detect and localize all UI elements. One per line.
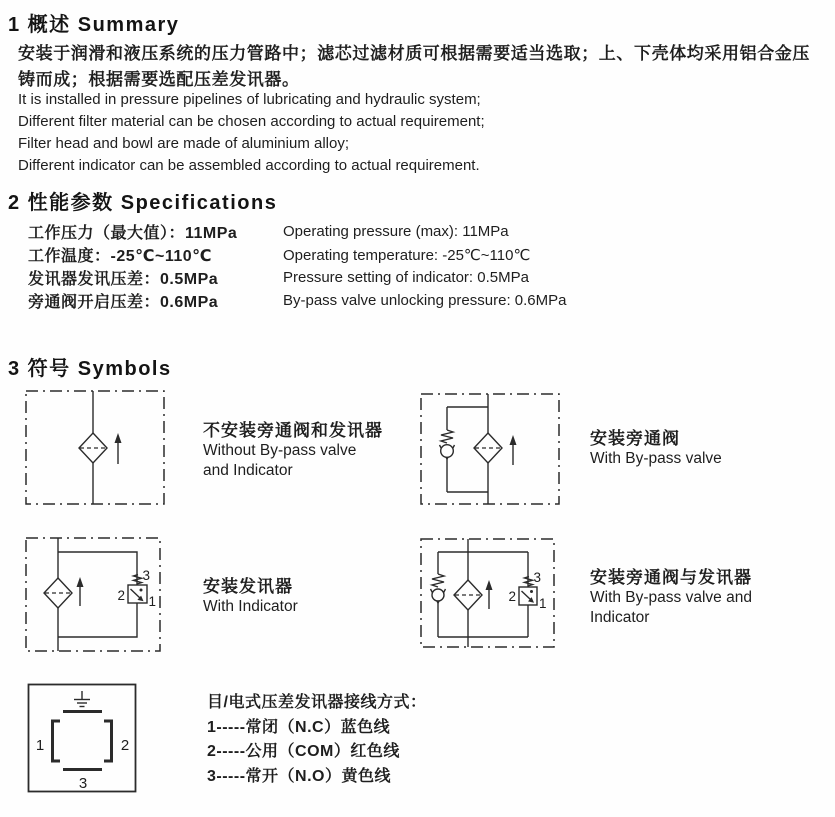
summary-chinese-paragraph xyxy=(18,41,810,93)
spec-temperature-en: Operating temperature: -25℃~110℃ xyxy=(283,246,531,264)
caption-with-indicator-cn: 安装发讯器 xyxy=(203,577,293,596)
spec-pressure-en: Operating pressure (max): 11MPa xyxy=(283,223,509,240)
symbol-filter-only-diagram xyxy=(25,390,165,505)
caption-bypass-indicator-en2: Indicator xyxy=(590,608,650,626)
terminal-label-3: 3 xyxy=(142,568,151,583)
filter-diamond-icon xyxy=(474,433,502,463)
terminal-label-1: 1 xyxy=(539,596,547,611)
terminal-label-1: 1 xyxy=(35,737,45,754)
wiring-title: 目/电式压差发讯器接线方式： xyxy=(207,694,427,711)
caption-filter-only-cn: 不安装旁通阀和发讯器 xyxy=(203,421,383,440)
spec-bypass-cn: 旁通阀开启压差：0.6MPa xyxy=(28,294,219,311)
flow-arrow-icon xyxy=(77,577,84,606)
caption-with-bypass xyxy=(590,429,722,469)
specifications-heading: 2 性能参数 Specifications xyxy=(8,192,278,214)
terminal-label-2: 2 xyxy=(508,589,516,604)
summary-cn-line-1: 安装于润滑和液压系统的压力管路中；滤芯过滤材质可根据需要适当选取；上、下壳体均采用铝合金压 xyxy=(18,44,810,63)
terminal-label-2: 2 xyxy=(120,737,130,754)
caption-bypass-and-indicator xyxy=(590,568,752,627)
spec-bypass-en: By-pass valve unlocking pressure: 0.6MPa xyxy=(283,292,567,309)
wiring-line-nc: 1-----常闭（N.C）蓝色线 xyxy=(207,718,391,736)
wiring-line-no: 3-----常开（N.O）黄色线 xyxy=(207,767,391,785)
bypass-valve-icon xyxy=(431,552,446,637)
filter-diamond-icon xyxy=(454,580,482,610)
spec-row-bypass-pressure xyxy=(28,289,566,312)
caption-bypass-indicator-cn: 安装旁通阀与发讯器 xyxy=(590,568,752,587)
flow-arrow-icon xyxy=(486,580,493,609)
spec-indicator-en: Pressure setting of indicator: 0.5MPa xyxy=(283,269,529,286)
flow-arrow-icon xyxy=(510,435,517,465)
summary-heading: 1 概述 Summary xyxy=(8,14,180,36)
filter-diamond-icon xyxy=(44,578,72,608)
spec-row-indicator-setting xyxy=(28,266,566,289)
flow-arrow-icon xyxy=(115,433,122,464)
terminal-label-3: 3 xyxy=(533,570,542,585)
summary-en-line-1: It is installed in pressure pipelines of lubricating and hydraulic system; xyxy=(18,91,481,108)
caption-with-indicator-en1: With Indicator xyxy=(203,598,298,615)
summary-en-line-4: Different indicator can be assembled according to actual requirement. xyxy=(18,157,480,174)
specifications-table xyxy=(28,220,566,312)
wiring-line-com: 2-----公用（COM）红色线 xyxy=(207,743,400,760)
terminal-label-3: 3 xyxy=(78,775,88,792)
ground-icon xyxy=(74,691,90,707)
filter-diamond-icon xyxy=(79,433,107,463)
right-contact-bracket xyxy=(104,721,112,761)
caption-filter-only-en2: and Indicator xyxy=(203,461,293,479)
left-contact-bracket xyxy=(53,721,61,761)
summary-english-paragraph xyxy=(18,89,485,177)
indicator-branch-line xyxy=(58,552,137,585)
caption-filter-only-en1: Without By-pass valve xyxy=(203,442,357,459)
wiring-instructions xyxy=(207,691,426,789)
caption-filter-only xyxy=(203,421,383,480)
terminal-label-1: 1 xyxy=(148,594,157,609)
pressure-switch-indicator-icon xyxy=(508,552,546,637)
spec-row-pressure xyxy=(28,220,566,243)
indicator-terminal-box-diagram xyxy=(27,683,137,793)
symbol-filter-bypass-indicator-diagram xyxy=(420,538,555,648)
symbols-heading: 3 符号 Symbols xyxy=(8,358,172,380)
caption-with-bypass-cn: 安装旁通阀 xyxy=(590,429,680,448)
terminal-label-2: 2 xyxy=(117,588,125,603)
caption-bypass-indicator-en1: With By-pass valve and xyxy=(590,589,752,606)
summary-en-line-3: Filter head and bowl are made of aluminium alloy; xyxy=(18,135,350,152)
caption-with-bypass-en1: With By-pass valve xyxy=(590,450,722,467)
caption-with-indicator xyxy=(203,577,298,617)
spec-row-temperature xyxy=(28,243,566,266)
symbol-filter-indicator-diagram xyxy=(25,537,161,652)
summary-cn-line-2: 铸而成；根据需要选配压差发讯器。 xyxy=(18,70,300,89)
spec-temperature-cn: 工作温度：-25℃~110℃ xyxy=(28,248,213,265)
symbol-filter-bypass-diagram xyxy=(420,393,560,505)
indicator-branch-line xyxy=(58,603,137,637)
spec-pressure-cn: 工作压力（最大值）：11MPa xyxy=(28,225,238,242)
spec-indicator-cn: 发讯器发讯压差：0.5MPa xyxy=(28,271,219,288)
summary-en-line-2: Different filter material can be chosen according to actual requirement; xyxy=(18,113,485,130)
